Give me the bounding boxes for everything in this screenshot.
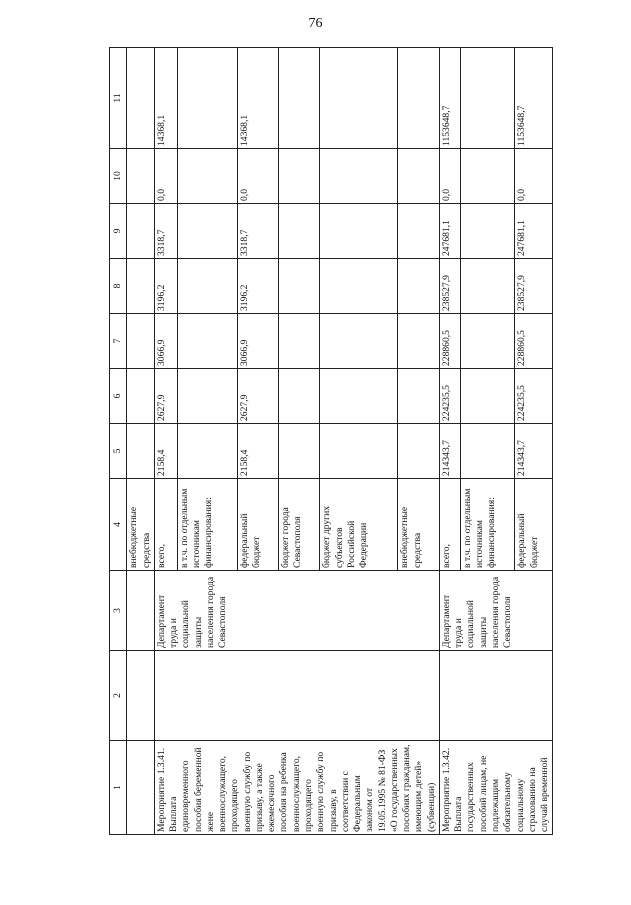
value-cell: 3318,7 bbox=[154, 204, 177, 259]
table-cell bbox=[127, 204, 155, 259]
table-cell bbox=[127, 149, 155, 204]
table-row bbox=[439, 48, 460, 835]
budget-table-wrapper bbox=[109, 48, 551, 835]
value-cell: 3066,9 bbox=[154, 314, 177, 369]
source-label: в т.ч. по отдельным источникам финансирования: bbox=[177, 479, 237, 571]
page-number: 76 bbox=[308, 16, 323, 31]
value-cell: 228860,5 bbox=[439, 314, 460, 369]
value-cell: 0,0 bbox=[439, 149, 460, 204]
value-cell bbox=[278, 314, 319, 369]
table-cell bbox=[439, 651, 552, 741]
source-label: всего, bbox=[154, 479, 177, 571]
value-cell: 214343,7 bbox=[515, 424, 553, 479]
table-cell bbox=[127, 314, 155, 369]
value-cell bbox=[398, 424, 439, 479]
value-cell bbox=[460, 314, 515, 369]
value-cell bbox=[398, 314, 439, 369]
value-cell: 224235,5 bbox=[515, 369, 553, 424]
value-cell bbox=[398, 259, 439, 314]
value-cell bbox=[398, 369, 439, 424]
header-cell: 2 bbox=[110, 651, 127, 741]
value-cell bbox=[460, 204, 515, 259]
value-cell bbox=[278, 48, 319, 149]
header-cell: 4 bbox=[110, 479, 127, 571]
source-label: федеральный бюджет bbox=[515, 479, 553, 571]
value-cell: 238527,9 bbox=[515, 259, 553, 314]
value-cell bbox=[177, 204, 237, 259]
value-cell bbox=[177, 314, 237, 369]
table-cell bbox=[127, 651, 155, 741]
value-cell bbox=[460, 48, 515, 149]
table-cell bbox=[127, 369, 155, 424]
table-cell bbox=[127, 571, 155, 651]
value-cell bbox=[320, 149, 398, 204]
header-cell: 8 bbox=[110, 259, 127, 314]
value-cell: 2158,4 bbox=[237, 424, 278, 479]
value-cell bbox=[398, 149, 439, 204]
value-cell bbox=[320, 48, 398, 149]
value-cell: 1153648,7 bbox=[515, 48, 553, 149]
source-label: внебюджетные средства bbox=[127, 479, 155, 571]
measure-name: Мероприятие 1.3.42. Выплата государственных пособий лицам, не подлежащим обязательному социальному страхованию на случай временной bbox=[439, 741, 552, 835]
value-cell: 3318,7 bbox=[237, 204, 278, 259]
budget-table bbox=[109, 47, 553, 835]
source-label: внебюджетные средства bbox=[398, 479, 439, 571]
value-cell bbox=[320, 204, 398, 259]
value-cell bbox=[278, 259, 319, 314]
table-row bbox=[154, 48, 177, 835]
value-cell: 247681,1 bbox=[515, 204, 553, 259]
value-cell: 3196,2 bbox=[237, 259, 278, 314]
value-cell bbox=[278, 369, 319, 424]
value-cell bbox=[177, 424, 237, 479]
value-cell: 0,0 bbox=[154, 149, 177, 204]
value-cell: 2627,9 bbox=[154, 369, 177, 424]
value-cell bbox=[177, 259, 237, 314]
table-cell bbox=[127, 424, 155, 479]
header-cell: 1 bbox=[110, 741, 127, 835]
value-cell bbox=[177, 369, 237, 424]
value-cell bbox=[398, 48, 439, 149]
value-cell: 247681,1 bbox=[439, 204, 460, 259]
value-cell bbox=[460, 424, 515, 479]
header-cell: 9 bbox=[110, 204, 127, 259]
value-cell bbox=[398, 204, 439, 259]
rotated-table-frame bbox=[109, 48, 551, 835]
source-label: всего, bbox=[439, 479, 460, 571]
value-cell: 2627,9 bbox=[237, 369, 278, 424]
table-cell bbox=[127, 741, 155, 835]
header-cell: 5 bbox=[110, 424, 127, 479]
value-cell: 1153648,7 bbox=[439, 48, 460, 149]
executor: Департамент труда и социальной защиты населения города Севастополя bbox=[154, 571, 439, 651]
value-cell: 238527,9 bbox=[439, 259, 460, 314]
value-cell bbox=[460, 149, 515, 204]
source-label: бюджет города Севастополя bbox=[278, 479, 319, 571]
value-cell: 3066,9 bbox=[237, 314, 278, 369]
value-cell bbox=[460, 259, 515, 314]
value-cell: 3196,2 bbox=[154, 259, 177, 314]
value-cell bbox=[320, 259, 398, 314]
measure-name: Мероприятие 1.3.41. Выплата единовременного пособия беременной жене военнослужащего, проходящего военную службу по призыву, а также ежемесячного пособия на ребенка военнослужащего, проходящего военную службу по призыву, в соответствии с Федеральным законом от 19.05.1995 № 81-ФЗ «О государственных пособиях гражданам, имеющим детей» (субвенции) bbox=[154, 741, 439, 835]
value-cell: 2158,4 bbox=[154, 424, 177, 479]
value-cell bbox=[460, 369, 515, 424]
header-cell: 11 bbox=[110, 48, 127, 149]
value-cell: 224235,5 bbox=[439, 369, 460, 424]
value-cell bbox=[177, 48, 237, 149]
table-row bbox=[127, 48, 155, 835]
table-cell bbox=[127, 259, 155, 314]
header-cell: 3 bbox=[110, 571, 127, 651]
value-cell: 14368,1 bbox=[237, 48, 278, 149]
value-cell bbox=[320, 314, 398, 369]
value-cell: 14368,1 bbox=[154, 48, 177, 149]
source-label: федеральный бюджет bbox=[237, 479, 278, 571]
value-cell bbox=[320, 369, 398, 424]
value-cell: 0,0 bbox=[515, 149, 553, 204]
value-cell bbox=[278, 149, 319, 204]
table-cell bbox=[127, 48, 155, 149]
value-cell bbox=[320, 424, 398, 479]
source-label: бюджет других субъектов Российской Федерации bbox=[320, 479, 398, 571]
header-row bbox=[110, 48, 127, 835]
header-cell: 7 bbox=[110, 314, 127, 369]
executor: Департамент труда и социальной защиты населения города Севастополя bbox=[439, 571, 552, 651]
value-cell: 228860,5 bbox=[515, 314, 553, 369]
header-cell: 6 bbox=[110, 369, 127, 424]
table-cell bbox=[154, 651, 439, 741]
value-cell: 214343,7 bbox=[439, 424, 460, 479]
value-cell: 0,0 bbox=[237, 149, 278, 204]
value-cell bbox=[278, 204, 319, 259]
value-cell bbox=[278, 424, 319, 479]
source-label: в т.ч. по отдельным источникам финансирования: bbox=[460, 479, 515, 571]
header-cell: 10 bbox=[110, 149, 127, 204]
value-cell bbox=[177, 149, 237, 204]
